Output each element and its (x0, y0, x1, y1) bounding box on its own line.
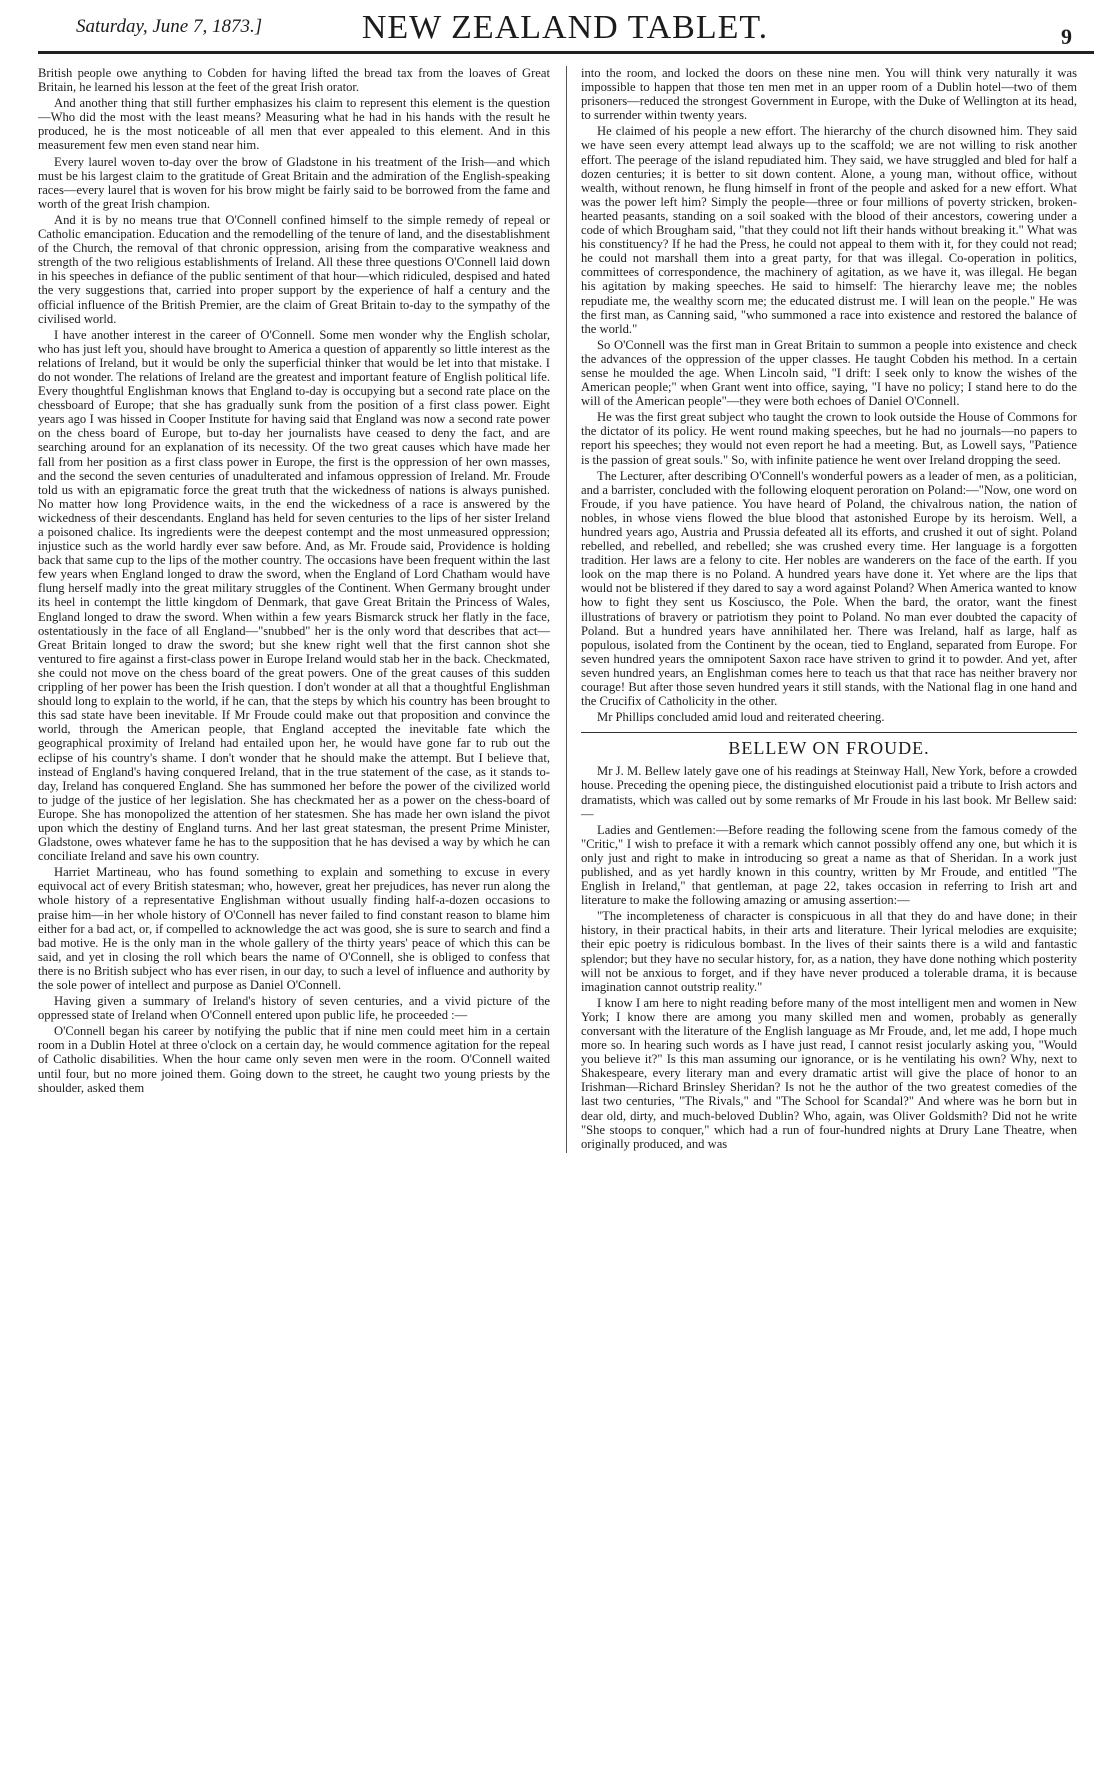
article-paragraph: Mr Phillips concluded amid loud and reiterated cheering. (597, 710, 885, 725)
page-number: 9 (1061, 24, 1072, 49)
article-quote: "The incompleteness of character is conspicuous in all that they do and have done; in their history, in their practical habits, in their arts and literature. Their lyrical melodies are exquisite; their epic poetry is ridiculous bombast. In the lives of their saints there is a wild and fantastic splendor; but they have no secular history, for, as a nation, they have done nothing which posterity will not be anxious to forget, and if they have never produced a tolerable drama, it is because imagination cannot outstrip reality." (581, 909, 1077, 994)
article-paragraph: He claimed of his people a new effort. The hierarchy of the church disowned him. They said we have seen every attempt lead always up to the scaffold; we are not willing to risk another effort. The peerage of the island repudiated him. They said, we have struggled and bled for half a dozen centuries; it is better to sit down content. Alone, a young man, without office, without wealth, without renown, he flung himself in front of the people and asked for a new effort. What was the power left him? Simply the people—three or four millions of poverty stricken, broken-hearted peasants, standing on a soil soaked with the blood of their ancestors, cowering under a code of which Brougham said, "that they could not lift their hands without breaking it." What was his constituency? If he had the Press, he could not appeal to them with it, for they could not read; he could not marshall them into a great party, for that was illegal. Co-operation in politics, committees of correspondence, the machinery of agitation, as we have it, was illegal. He began his agitation by making speeches. He said to himself: The hierarchy leave me; the nobles repudiate me, the wealthy scorn me; the educated distrust me. I will lean on the people." He was the first man, as Canning said, "who summoned a race into existence and restored the balance of the world." (581, 124, 1077, 336)
right-column (566, 66, 1077, 1153)
article-paragraph: And another thing that still further emphasizes his claim to represent this element is the question—Who did the most with the least means? Measuring what he had in his hands with the result he produced, he is the most noticeable of all men that ever appealed to this element. And in this measurement few men even stand near him. (38, 96, 550, 153)
article-paragraph: Every laurel woven to-day over the brow of Gladstone in his treatment of the Irish—and which must be his largest claim to the gratitude of Great Britain and the admiration of the English-speaking races—every laurel that is woven for his brow might be fairly said to be borrowed from the fame and worth of the great Irish champion. (38, 154, 550, 211)
article-paragraph: I know I am here to night reading before many of the most intelligent men and women in New York; I know there are among you many skilled men and women, probably as generally conversant with the literature of the English language as Mr Froude, and, let me add, I hope much more so. In hearing such words as I have just read, I cannot resist jocularly asking you, "Would you believe it?" Is this man assuming our ignorance, or is he ventilating his own? Why, next to Shakespeare, every literary man and every dramatic artist will give the place of honor to an Irishman—Richard Brinsley Sheridan? Is not he the author of the two greatest comedies of the last two centuries, "The Rivals," and "The School for Scandal?" And where was he born but in dear old, dirty, and much-beloved Dublin? Who, again, was Oliver Goldsmith? Did not he write "She stoops to conquer," which had a run of four-hundred nights at Drury Lane Theatre, when originally produced, and was (581, 995, 1077, 1151)
article-paragraph: British people owe anything to Cobden for having lifted the bread tax from the loaves of Great Britain, he learned his lesson at the feet of the great Irish orator. (38, 66, 550, 95)
article-paragraph: He was the first great subject who taught the crown to look outside the House of Commons for the dictator of its policy. He went round making speeches, but he had no journals—no papers to report his speeches; they would not even report he had a meeting. But, as Lowell says, "Patience is the passion of great souls." So, with infinite patience he went over Ireland dropping the seed. (581, 410, 1077, 467)
masthead-rule (38, 51, 1094, 54)
article-paragraph: Having given a summary of Ireland's history of seven centuries, and a vivid picture of the oppressed state of Ireland when O'Connell entered upon public life, he proceeded :— (38, 994, 550, 1023)
masthead (38, 0, 1092, 52)
article-paragraph: So O'Connell was the first man in Great Britain to summon a people into existence and check the advances of the oppression of the upper classes. He taught Cobden his method. In a certain sense he moulded the age. When Lincoln said, "I drift: I seek only to know the wishes of the American people;" when Grant went into office, saying, "I have no policy; I stand here to do the will of the American people"—they were both echoes of Daniel O'Connell. (581, 337, 1077, 409)
article-paragraph: Harriet Martineau, who has found something to explain and something to excuse in every equivocal act of every British statesman; who, however, great her prejudices, has never run along the whole history of a representative Englishman without usually finding half-a-dozen occasions to praise him—in her whole history of O'Connell has never failed to find constant reason to blame him either for a bad act, or, if compelled to acknowledge the act was good, she is sure to search and find a bad motive. He is the only man in the whole gallery of the thirty years' peace of which this can be said, and yet in closing the roll which bears the name of O'Connell, she is obliged to confess that there is no British subject who has ever risen, in our day, to such a level of influence and authority by the sole power of intellect and purpose as Daniel O'Connell. (38, 865, 550, 992)
article-paragraph: Ladies and Gentlemen:—Before reading the following scene from the famous comedy of the "Critic," I wish to preface it with a remark which cannot possibly offend any one, but which it is only just and right to make in introducing so great a name as that of Sheridan. In a work just published, and as yet hardly known in this country, written by Mr Froude, and entitled "The English in Ireland," that gentleman, at page 22, takes occasion in referring to Irish art and literature to make the following amazing or amusing assertion:— (581, 822, 1077, 908)
article-paragraph: The Lecturer, after describing O'Connell's wonderful powers as a leader of men, as a politician, and a barrister, concluded with the following eloquent peroration on Poland:—"Now, one word on Froude, if you have patience. You have heard of Poland, the chivalrous nation, the nation of nobles, in whose viens flowed the blue blood that astonished Europe by its heroism. Well, a hundred years ago, Austria and Prussia defeated all its efforts, and crushed it out of sight. Poland rebelled, and rebelled, and rebelled; she was crushed every time. Her language is a forgotten tradition. Her laws are a felony to cite. Her nobles are wanderers on the face of the earth. If you look on the map there is no Poland. A hundred years have done it. Yet where are the lips that would not be blistered if they dared to say a word against Poland? When America wanted to know how to fight they sent us Kosciusco, the Pole. When the bard, the orator, want the finest illustrations of bravery or patriotism they point to Poland. No man ever doubted the capacity of Poland. But a hundred years have annihilated her. There was Ireland, half as large, half as populous, isolated from the Continent by the ocean, tied to England, separated from Europe. For seven hundred years the omnipotent Saxon race have striven to grind it to powder. And yet, after seven hundred years, an Englishman comes here to teach us that that race has neither bravery nor courage! But after those seven hundred years it still stands, with the National flag in one hand and the Crucifix of Catholicity in the other. (581, 468, 1077, 709)
article-paragraph: Mr J. M. Bellew lately gave one of his readings at Steinway Hall, New York, before a crowded house. Preceding the opening piece, the distinguished elocutionist paid a tribute to Irish actors and dramatists, which was called out by some remarks of Mr Froude in his last book. Mr Bellew said:— (581, 764, 1077, 821)
article-paragraph: And it is by no means true that O'Connell confined himself to the simple remedy of repeal or Catholic emancipation. Education and the remodelling of the tenure of land, and the disestablishment of the Church, the removal of that chronic oppression, arising from the comparative weakness and strength of the two religious establishments of Ireland. All these three questions O'Connell laid down in his speeches in defiance of the public sentiment of that hour—which ridiculed, despised and hated the very suggestions that, carried into proper support by the experience of half a century and the official influence of the British Premier, are the claim of Great Britain to-day to the sympathy of the civilised world. (38, 212, 550, 326)
newspaper-title: NEW ZEALAND TABLET. (361, 9, 769, 46)
issue-date: Saturday, June 7, 1873.] (76, 16, 263, 37)
section-heading: BELLEW ON FROUDE. (581, 732, 1077, 759)
article-paragraph: into the room, and locked the doors on these nine men. You will think very naturally it was impossible to happen that those ten men met in an upper room of a Dublin hotel—two of them prisoners—reduced the strongest Government in Europe, with the Duke of Wellington at its head, to surrender within twenty years. (581, 66, 1077, 123)
article-paragraph: O'Connell began his career by notifying the public that if nine men could meet him in a certain room in a Dublin Hotel at three o'clock on a certain day, he would commence agitation for the repeal of Catholic disabilities. When the hour came only seven men were in the room. O'Connell waited until four, but no more joined them. Going down to the street, he caught two young priests by the shoulder, asked them (38, 1024, 550, 1095)
article-paragraph: I have another interest in the career of O'Connell. Some men wonder why the English scholar, who has just left you, should have brought to America a question of apparently so little interest as the relations of Ireland, but it would be only the superficial thinker that would be let into that mistake. I do not wonder. The relations of Ireland are the greatest and important feature of English political life. Every thoughtful Englishman knows that England to-day is occupying but a second rate place on the chessboard of Europe; that she has gradually sunk from the position of a first class power. Eight years ago I was hissed in Cooper Institute for having said that England was now a second rate power on the chess board of Europe, but to-day her journalists have ceased to deny the fact, and are searching around for an explanation of its necessity. Of the two great causes which have made her fall from her position as a first class power in Europe, the first is the oppression of her own masses, and the second the seven centuries of unadulterated and infamous oppression of Ireland. Mr. Froude told us with an epigramatic force the great truth that the wickedness of nations is always punished. No matter how long Providence waits, in the end the wickedness of a race is answered by the wickedness of their descendants. England has held for seven centuries to the lips of her sister Ireland a poisoned chalice. Its ingredients were the deepest contempt and the most unmeasured oppression; injustice such as the world hardly ever saw before. And, as Mr. Froude said, Providence is holding back that same cup to the lips of the mother country. The occasions have been frequent within the last few years when England longed to draw the sword, when the England of Lord Chatham would have flung herself madly into the great military struggles of the Continent. When Germany brought under its heel in contempt the little kingdom of Denmark, that gave Great Britain the Princess of Wales, England longed to draw the sword. When within a few years Bismarck struck her flatly in the face, ostentatiously in the face of all England—"snubbed" her is the only word that describes that act—Great Britain longed to draw the sword; but she knew right well that the first cannon shot she ventured to fire against a first-class power in Europe Ireland would stab her in the back. Checkmated, she could not move on the chess board of the great powers. One of the great causes of this sudden crippling of her power has been the Irish question. I don't wonder at all that a thoughtful Englishman should long to explain to the world, if he can, that the steps by which his country has been brought to this sad state have been inevitable. If Mr Froude could make out that proposition and convince the world, through the American people, that England accepted the inevitable fate which the geographical proximity of Ireland had entailed upon her, he would have gone far to rub out the eclipse of his country's shame. I don't wonder that he should make the attempt. But I believe that, instead of England's having conquered Ireland, that in the true statement of the case, as it stands to-day, Ireland has conquered England. She has summoned her before the power of the civilized world to judge of the justice of her legislation. She has checkmated her as a power on the chess-board of Europe. She has monopolized the attention of her statesmen. She has made her own island the pivot upon which the destiny of England turns. And her last great statesman, the present Prime Minister, Gladstone, owes whatever fame he has to the supposition that he has devised a way by which he can conciliate Ireland and save his own country. (38, 327, 550, 864)
left-column (38, 66, 550, 1153)
